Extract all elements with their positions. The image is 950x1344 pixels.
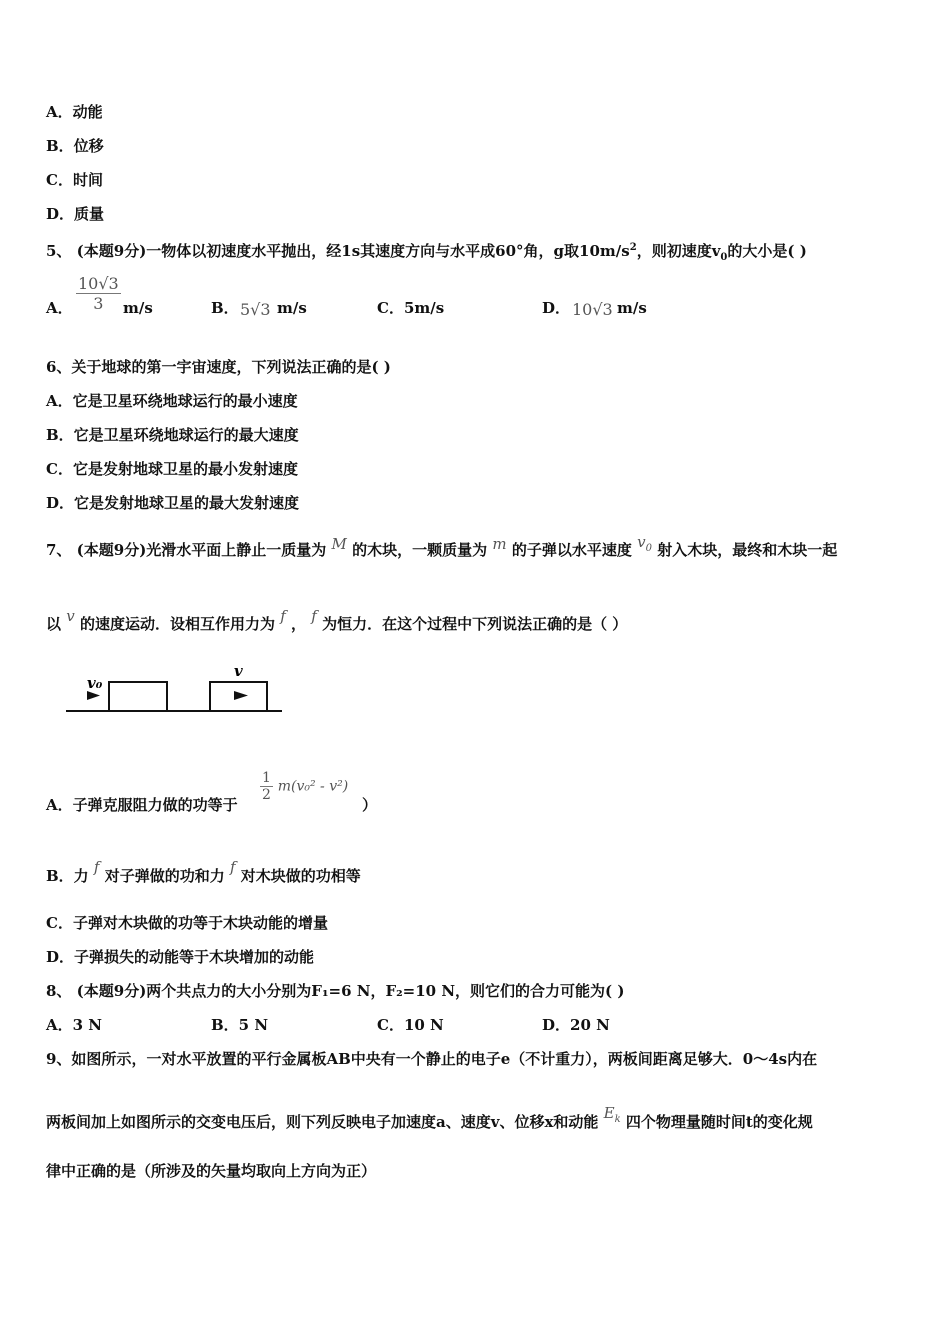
- q7-symbol-v0-sub: 0: [645, 543, 652, 554]
- figure-label-v0: v₀: [87, 674, 103, 692]
- q7-stem-1a: 7、 (本题9分)光滑水平面上静止一质量为: [46, 541, 327, 559]
- q7-stem-2d: 为恒力．在这个过程中下列说法正确的是（ ）: [322, 615, 628, 633]
- q7-option-a-frac-den: 2: [262, 787, 271, 803]
- q7-symbol-M: M: [331, 535, 347, 553]
- q5-option-a-denominator: 3: [93, 294, 104, 313]
- q9-line-2b: 四个物理量随时间t的变化规: [625, 1113, 813, 1131]
- q5-option-a-fraction: [76, 274, 121, 313]
- q7-stem-1c: 的子弹以水平速度: [511, 541, 632, 559]
- q6-option-c: C．它是发射地球卫星的最小发射速度: [46, 460, 298, 478]
- q6-option-a: A．它是卫星环绕地球运行的最小速度: [46, 392, 298, 410]
- q7-stem-2b: 的速度运动．设相互作用力为: [79, 615, 275, 633]
- q4-option-c: C．时间: [46, 171, 103, 189]
- q7-option-a-close: ）: [362, 796, 378, 814]
- q5-option-b-math: 5√3: [240, 300, 271, 319]
- q8-option-b: B．5 N: [211, 1016, 269, 1034]
- q7-option-a-frac-num: 1: [262, 770, 271, 786]
- q7-bullet-block-figure: [60, 660, 290, 720]
- q9-line-2a: 两板间加上如图所示的交变电压后，则下列反映电子加速度a、速度v、位移x和动能: [46, 1113, 599, 1131]
- q5-stem-sub: 0: [720, 252, 728, 263]
- q4-option-a: A．动能: [46, 103, 103, 121]
- q5-option-c: C．5m/s: [377, 299, 445, 317]
- q7-symbol-f-1: f: [280, 607, 286, 625]
- q8-stem: 8、 (本题9分)两个共点力的大小分别为F₁=6 N，F₂=10 N，则它们的合力可能为( ): [46, 982, 625, 1000]
- q4-option-b: B．位移: [46, 137, 104, 155]
- q7-stem-1d: 射入木块，最终和木块一起: [657, 541, 838, 559]
- q7-stem-1b: 的木块，一颗质量为: [352, 541, 488, 559]
- q5-option-d-unit: m/s: [617, 299, 647, 317]
- q5-option-b-label: B．: [211, 299, 239, 317]
- q5-stem-sup: 2: [629, 242, 637, 253]
- q7-option-b-2: 对子弹做的功和力: [104, 867, 225, 885]
- q7-option-c: C．子弹对木块做的功等于木块动能的增量: [46, 914, 328, 932]
- q7-symbol-m: m: [492, 535, 507, 553]
- q5-option-a-label: A．: [46, 299, 73, 317]
- q7-symbol-f-2: f: [311, 607, 317, 625]
- q5-option-d-math: 10√3: [572, 300, 613, 319]
- block-initial: [109, 682, 167, 711]
- q7-symbol-v: v: [66, 607, 75, 625]
- q8-option-c: C．10 N: [377, 1016, 444, 1034]
- q7-option-b-symbol-f-2: f: [229, 858, 236, 876]
- q9-symbol-Ek-sub: k: [614, 1114, 621, 1125]
- bullet-initial-arrow-icon: [87, 691, 100, 700]
- q7-option-a-text: A．子弹克服阻力做的功等于: [46, 796, 238, 814]
- q6-option-d: D．它是发射地球卫星的最大发射速度: [46, 494, 300, 512]
- q7-option-b-symbol-f-1: f: [93, 858, 100, 876]
- q6-stem: 6、关于地球的第一宇宙速度，下列说法正确的是( ): [46, 358, 391, 376]
- q9-symbol-Ek: E: [603, 1104, 615, 1122]
- q7-symbol-v0: v: [637, 533, 646, 551]
- q7-stem-2a: 以: [46, 615, 62, 633]
- q5-option-a-unit: m/s: [123, 299, 153, 317]
- q5-stem-prefix: 5、 (本题9分)一物体以初速度水平抛出，经1s其速度方向与水平成60°角，g取10m/s: [46, 242, 630, 260]
- q7-stem-line-2: [46, 607, 628, 634]
- q7-option-a-expression: m(v₀² - v²): [277, 778, 349, 795]
- q9-line-2: [46, 1104, 813, 1139]
- q5-stem-mid: ，则初速度v: [636, 242, 721, 260]
- figure-label-v: v: [234, 662, 243, 680]
- q6-option-b: B．它是卫星环绕地球运行的最大速度: [46, 426, 299, 444]
- q5-stem: [46, 238, 807, 268]
- block-final-arrow-icon: [234, 691, 248, 700]
- q5-option-a-numerator: 10√3: [78, 274, 119, 293]
- q7-stem-2c: ，: [291, 615, 307, 633]
- q7-option-a-formula: [260, 770, 348, 803]
- q7-option-b-1: B．力: [46, 867, 89, 885]
- q5-stem-suffix: 的大小是( ): [727, 242, 807, 260]
- q8-option-a: A．3 N: [46, 1016, 103, 1034]
- q7-option-b: [46, 858, 361, 886]
- q4-option-d: D．质量: [46, 205, 105, 223]
- q5-option-d-label: D．: [542, 299, 571, 317]
- q8-option-d: D．20 N: [542, 1016, 610, 1034]
- q5-option-b-unit: m/s: [277, 299, 307, 317]
- q7-stem-line-1: [46, 533, 838, 567]
- q9-line-3: 律中正确的是（所涉及的矢量均取向上方向为正）: [46, 1162, 377, 1180]
- q7-option-b-3: 对木块做的功相等: [240, 867, 361, 885]
- q9-line-1: 9、如图所示，一对水平放置的平行金属板AB中央有一个静止的电子e（不计重力），两板间距离足够大．0～4s内在: [46, 1050, 818, 1068]
- q7-option-d: D．子弹损失的动能等于木块增加的动能: [46, 948, 315, 966]
